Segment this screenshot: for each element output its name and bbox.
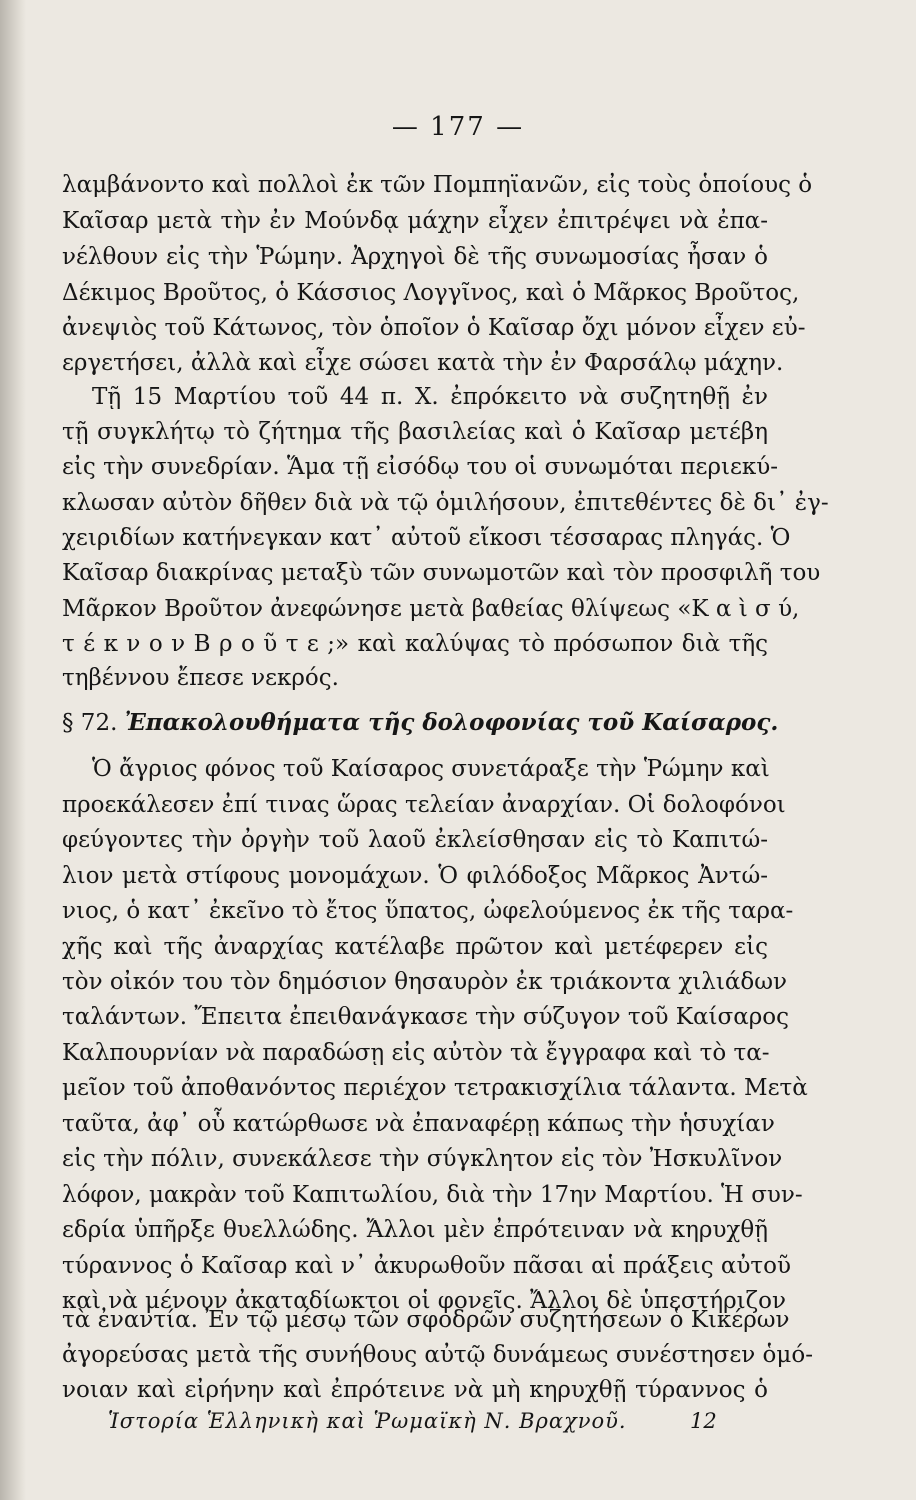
text-line: Καῖσαρ διακρίνας μεταξὺ τῶν συνωμοτῶν καὶ τὸν προσφιλῆ του [62, 560, 821, 586]
text-line: εἰς τὴν πόλιν, συνεκάλεσε τὴν σύγκλητον εἰς τὸν Ἠσκυλῖνον [62, 1146, 783, 1172]
text-line: ταλάντων. Ἔπειτα ἐπειθανάγκασε τὴν σύζυγον τοῦ Καίσαρος [62, 1004, 789, 1030]
text-line: εἰς τὴν συνεδρίαν. Ἅμα τῇ εἰσόδῳ του οἱ συνωμόται περιεκύ- [62, 454, 779, 480]
section-number: § 72. [62, 710, 118, 736]
page-number: — 177 — [391, 112, 525, 142]
section-heading [62, 706, 779, 740]
page-binding-shadow [0, 0, 26, 1500]
text-line: νέλθουν εἰς τὴν Ῥώμην. Ἀρχηγοὶ δὲ τῆς συνωμοσίας ἦσαν ὁ [62, 244, 768, 270]
text-line: εδρία ὑπῆρξε θυελλώδης. Ἄλλοι μὲν ἐπρότειναν νὰ κηρυχθῇ [62, 1217, 768, 1243]
text-line: εργετήσει, ἀλλὰ καὶ εἶχε σώσει κατὰ τὴν ἐν Φαρσάλῳ μάχην. [62, 350, 784, 376]
text-line: τὸν οἰκόν του τὸν δημόσιον θησαυρὸν ἐκ τριάκοντα χιλιάδων [62, 969, 788, 995]
text-line: τηβέννου ἔπεσε νεκρός. [62, 665, 339, 691]
text-line: Δέκιμος Βροῦτος, ὁ Κάσσιος Λογγῖνος, καὶ ὁ Μᾶρκος Βροῦτος, [62, 280, 800, 306]
text-line: καὶ νὰ μένουν ἀκαταδίωκτοι οἱ φονεῖς. Ἄλλοι δὲ ὑπεστήριζον [62, 1288, 786, 1314]
text-line: Καλπουρνίαν νὰ παραδώσῃ εἰς αὐτὸν τὰ ἔγγραφα καὶ τὸ τα- [62, 1040, 770, 1066]
text-line: νιος, ὁ κατ᾽ ἐκεῖνο τὸ ἔτος ὕπατος, ὠφελούμενος ἐκ τῆς ταρα- [62, 898, 794, 924]
text-line: τῇ συγκλήτῳ τὸ ζήτημα τῆς βασιλείας καὶ ὁ Καῖσαρ μετέβη [62, 419, 768, 445]
text-line: Ὁ ἄγριος φόνος τοῦ Καίσαρος συνετάραξε τὴν Ῥώμην καὶ [92, 756, 770, 782]
footer-signature: 12 [690, 1409, 717, 1433]
text-line: φεύγοντες τὴν ὀργὴν τοῦ λαοῦ ἐκλείσθησαν εἰς τὸ Καπιτώ- [62, 827, 768, 853]
text-line: λόφον, μακρὰν τοῦ Καπιτωλίου, διὰ τὴν 17ην Μαρτίου. Ἡ συν- [62, 1182, 803, 1208]
text-line: ἀγορεύσας μετὰ τῆς συνήθους αὐτῷ δυνάμεως συνέστησεν ὁμό- [62, 1342, 813, 1368]
text-line: τ έ κ ν ο ν Β ρ ο ῦ τ ε ;» καὶ καλύψας τὸ πρόσωπον διὰ τῆς [62, 631, 768, 657]
text-line: Καῖσαρ μετὰ τὴν ἐν Μούνδᾳ μάχην εἶχεν ἐπιτρέψει νὰ ἐπα- [62, 208, 768, 234]
text-line: Τῇ 15 Μαρτίου τοῦ 44 π. Χ. ἐπρόκειτο νὰ συζητηθῇ ἐν [92, 384, 768, 410]
text-line: χειριδίων κατήνεγκαν κατ᾽ αὐτοῦ εἴκοσι τέσσαρας πληγάς. Ὁ [62, 525, 791, 551]
text-line: τύραννος ὁ Καῖσαρ καὶ ν᾽ ἀκυρωθοῦν πᾶσαι αἱ πράξεις αὐτοῦ [62, 1253, 791, 1279]
text-line: λαμβάνοντο καὶ πολλοὶ ἐκ τῶν Πομπηϊανῶν, εἰς τοὺς ὁποίους ὁ [62, 172, 813, 198]
section-title: Ἐπακολουθήματα τῆς δολοφονίας τοῦ Καίσαρος. [124, 709, 779, 736]
text-line: χῆς καὶ τῆς ἀναρχίας κατέλαβε πρῶτον καὶ μετέφερεν εἰς [62, 934, 768, 960]
text-line: κλωσαν αὐτὸν δῆθεν διὰ νὰ τῷ ὁμιλήσουν, ἐπιτεθέντες δὲ δι᾽ ἐγ- [62, 490, 829, 516]
text-line: νοιαν καὶ εἰρήνην καὶ ἐπρότεινε νὰ μὴ κηρυχθῇ τύραννος ὁ [62, 1377, 768, 1403]
text-line: προεκάλεσεν ἐπί τινας ὥρας τελείαν ἀναρχίαν. Οἱ δολοφόνοι [62, 792, 786, 818]
text-line: Μᾶρκον Βροῦτον ἀνεφώνησε μετὰ βαθείας θλίψεως «Κ α ὶ σ ύ, [62, 596, 800, 622]
text-line: τὰ ἐναντία. Ἐν τῷ μέσῳ τῶν σφοδρῶν συζητήσεων ὁ Κικέρων [62, 1307, 790, 1333]
text-line: λιον μετὰ στίφους μονομάχων. Ὁ φιλόδοξος Μᾶρκος Ἀντώ- [62, 863, 768, 889]
text-line: μεῖον τοῦ ἀποθανόντος περιέχον τετρακισχίλια τάλαντα. Μετὰ [62, 1075, 808, 1101]
text-line: ταῦτα, ἀφ᾽ οὗ κατώρθωσε νὰ ἐπαναφέρῃ κάπως τὴν ἡσυχίαν [62, 1111, 775, 1137]
footer-title: Ἱστορία Ἑλληνικὴ καὶ Ῥωμαϊκὴ Ν. Βραχνοῦ. [108, 1409, 627, 1433]
text-line: ἀνεψιὸς τοῦ Κάτωνος, τὸν ὁποῖον ὁ Καῖσαρ ὄχι μόνον εἶχεν εὐ- [62, 315, 806, 341]
